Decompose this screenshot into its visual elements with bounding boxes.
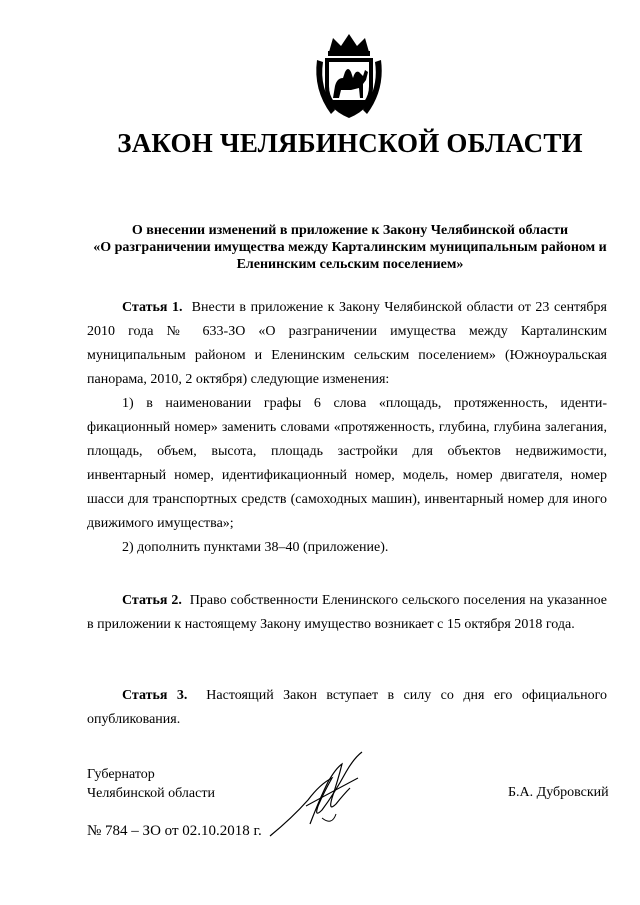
document-subtitle: [70, 222, 630, 273]
article-1-item-2: 2) дополнить пунктами 38–40 (приложение).: [122, 540, 389, 555]
subtitle-line: «О разграничении имущества между Карталинским муниципальным районом и: [93, 240, 607, 255]
handwritten-signature: [262, 748, 372, 838]
position-line: Челябинской области: [87, 786, 215, 801]
article-1-intro: [87, 296, 607, 392]
position-line: Губернатор: [87, 767, 155, 782]
article-3-paragraph: [87, 684, 607, 732]
subtitle-line: Еленинским сельским поселением»: [236, 257, 464, 272]
article-2: [87, 589, 607, 637]
article-2-paragraph: [87, 589, 607, 637]
signatory-position: [87, 765, 215, 803]
law-number: № 784 – ЗО от 02.10.2018 г.: [87, 823, 262, 839]
article-1: [87, 296, 607, 560]
article-3-text: Настоящий Закон вступает в силу со дня его официального опубликования.: [87, 688, 608, 727]
document-title: ЗАКОН ЧЕЛЯБИНСКОЙ ОБЛАСТИ: [117, 128, 583, 158]
article-3-label: Статья 3.: [122, 688, 188, 703]
coat-of-arms-icon: [311, 30, 387, 122]
article-1-item-1: 1) в наименовании графы 6 слова «площадь, протяженность, иденти-фикационный номер» заменить словами «протяженность, глубина, глубина залегания, площадь, объем, высота, площадь застройки для объектов недвижимости, инвентарный номер, идентификационный номер, модель, номер двигателя, номер шасси для транспортных средств (самоходных машин), инвентарный номер для иного движимого имущества»;: [87, 396, 607, 531]
signatory-name: Б.А. Дубровский: [508, 785, 609, 800]
article-3: [87, 684, 607, 732]
article-2-text: Право собственности Еленинского сельского поселения на указанное в приложении к настоящему Закону имущество возникает с 15 октября 2018 года.: [87, 593, 608, 632]
article-1-label: Статья 1.: [122, 300, 183, 315]
article-1-text: Внести в приложение к Закону Челябинской области от 23 сентября 2010 года № 633-ЗО «О разграничении имущества между Карталинским муниципальным районом и Еленинским сельским поселением» (Южноуральская панорама, 2010, 2 октября) следующие изменения:: [87, 300, 607, 387]
article-2-label: Статья 2.: [122, 593, 182, 608]
subtitle-line: О внесении изменений в приложение к Закону Челябинской области: [131, 223, 569, 238]
